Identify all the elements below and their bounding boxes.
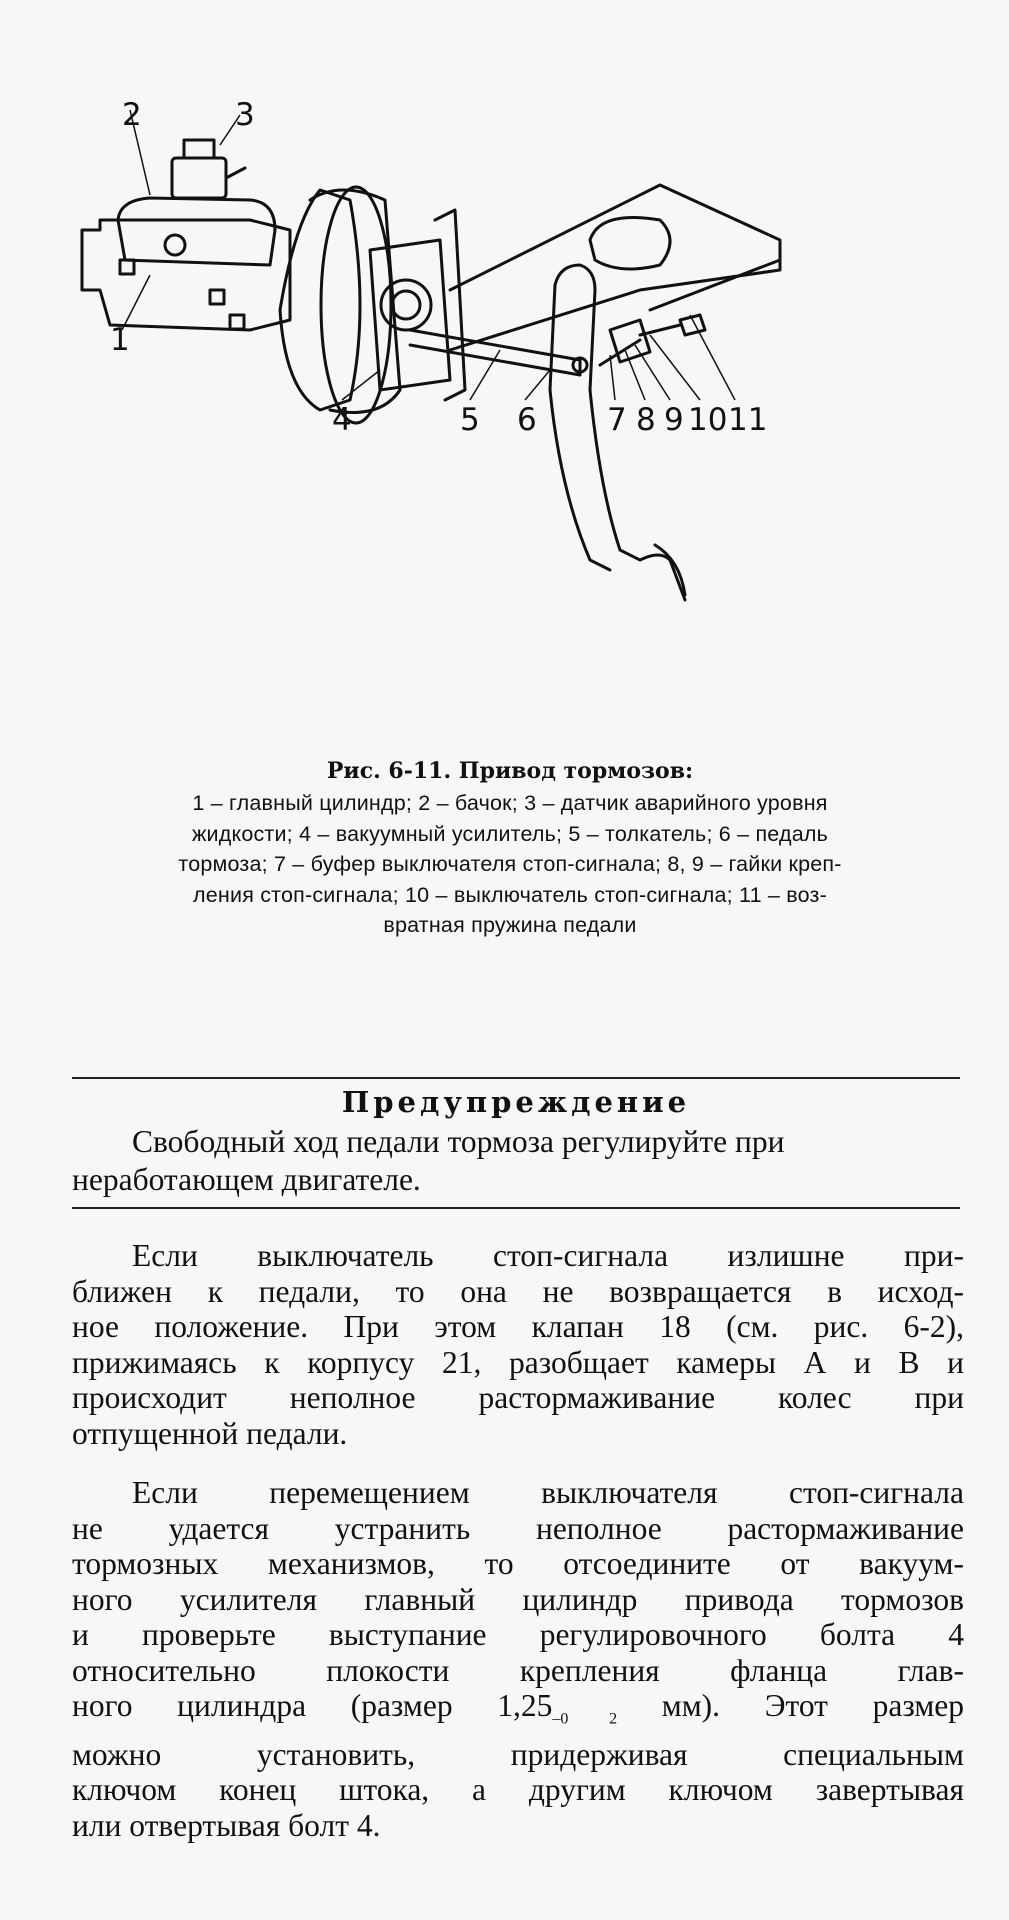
warning-text [72, 1123, 964, 1199]
caption-title: Рис. 6-11. Привод тормозов: [326, 758, 694, 784]
brake-drive-drawing [80, 90, 970, 740]
callout-1: 1 [110, 322, 130, 358]
callout-8: 8 [636, 402, 656, 438]
callout-11: 11 [728, 402, 768, 438]
caption-line: 1 – главный цилиндр; 2 – бачок; 3 – датчик аварийного уровня [192, 791, 828, 815]
callout-9: 9 [664, 402, 684, 438]
callout-3: 3 [235, 97, 255, 133]
warning-line-2: неработающем двигателе. [72, 1162, 421, 1197]
dimension-after: мм). Этот размер [617, 1688, 964, 1723]
caption-line: вратная пружина педали [383, 913, 637, 937]
paragraph-line: Если перемещением выключателя стоп-сигнала [132, 1475, 964, 1510]
callout-10: 10 [688, 402, 728, 438]
paragraph-line: ключом конец штока, а другим ключом завертывая [72, 1772, 964, 1808]
paragraph-line: относительно плокости крепления фланца глав- [72, 1652, 964, 1688]
paragraph-line: Если выключатель стоп-сигнала излишне при- [132, 1238, 964, 1273]
caption-line: жидкости; 4 – вакуумный усилитель; 5 – толкатель; 6 – педаль [191, 821, 829, 846]
paragraph-line: происходит неполное растормаживание колес при [72, 1380, 964, 1415]
leader-7 [610, 355, 615, 400]
paragraph-line: тормозных механизмов, то отсоедините от вакуум- [72, 1546, 964, 1581]
paragraph-line: не удается устранить неполное растормаживание [72, 1510, 964, 1546]
brake-drive-figure [80, 90, 970, 740]
warning-title: Предупреждение [341, 1085, 691, 1119]
callout-7: 7 [607, 402, 627, 438]
paragraph-line: ближен к педали, то она не возвращается в исход- [72, 1273, 964, 1309]
figure-caption [70, 758, 950, 941]
paragraph-line: или отвертывая болт 4. [72, 1807, 381, 1843]
leader-10 [650, 335, 700, 400]
paragraph-1 [72, 1238, 964, 1451]
divider-top [72, 1077, 960, 1079]
dimension-tolerance: –0 2 [552, 1710, 618, 1728]
callout-2: 2 [122, 97, 142, 133]
callout-4: 4 [332, 402, 352, 438]
caption-line: тормоза; 7 – буфер выключателя стоп-сигнала; 8, 9 – гайки креп- [178, 852, 842, 876]
divider-bottom [72, 1207, 960, 1209]
paragraph-line: можно установить, придерживая специальным [72, 1736, 964, 1772]
dimension-before: ного цилиндра (размер 1,25 [72, 1688, 553, 1723]
caption-line: ления стоп-сигнала; 10 – выключатель стоп-сигнала; 11 – воз- [193, 882, 827, 907]
paragraph-line: прижимаясь к корпусу 21, разобщает камеры А и В и [72, 1344, 964, 1380]
paragraph-line: отпущенной педали. [72, 1415, 348, 1451]
leader-6 [525, 370, 550, 400]
callout-6: 6 [517, 402, 537, 438]
leader-4 [342, 370, 380, 400]
paragraph-line: ного усилителя главный цилиндр привода тормозов [72, 1581, 964, 1617]
paragraph-line-dimension [72, 1688, 964, 1737]
warning-line-1: Свободный ход педали тормоза регулируйте при [132, 1124, 785, 1159]
paragraph-line: ное положение. При этом клапан 18 (см. рис. 6-2), [72, 1309, 964, 1344]
leader-11 [690, 315, 735, 400]
callout-5: 5 [460, 402, 480, 438]
paragraph-2 [72, 1475, 964, 1843]
paragraph-line: и проверьте выступание регулировочного болта 4 [72, 1617, 964, 1652]
